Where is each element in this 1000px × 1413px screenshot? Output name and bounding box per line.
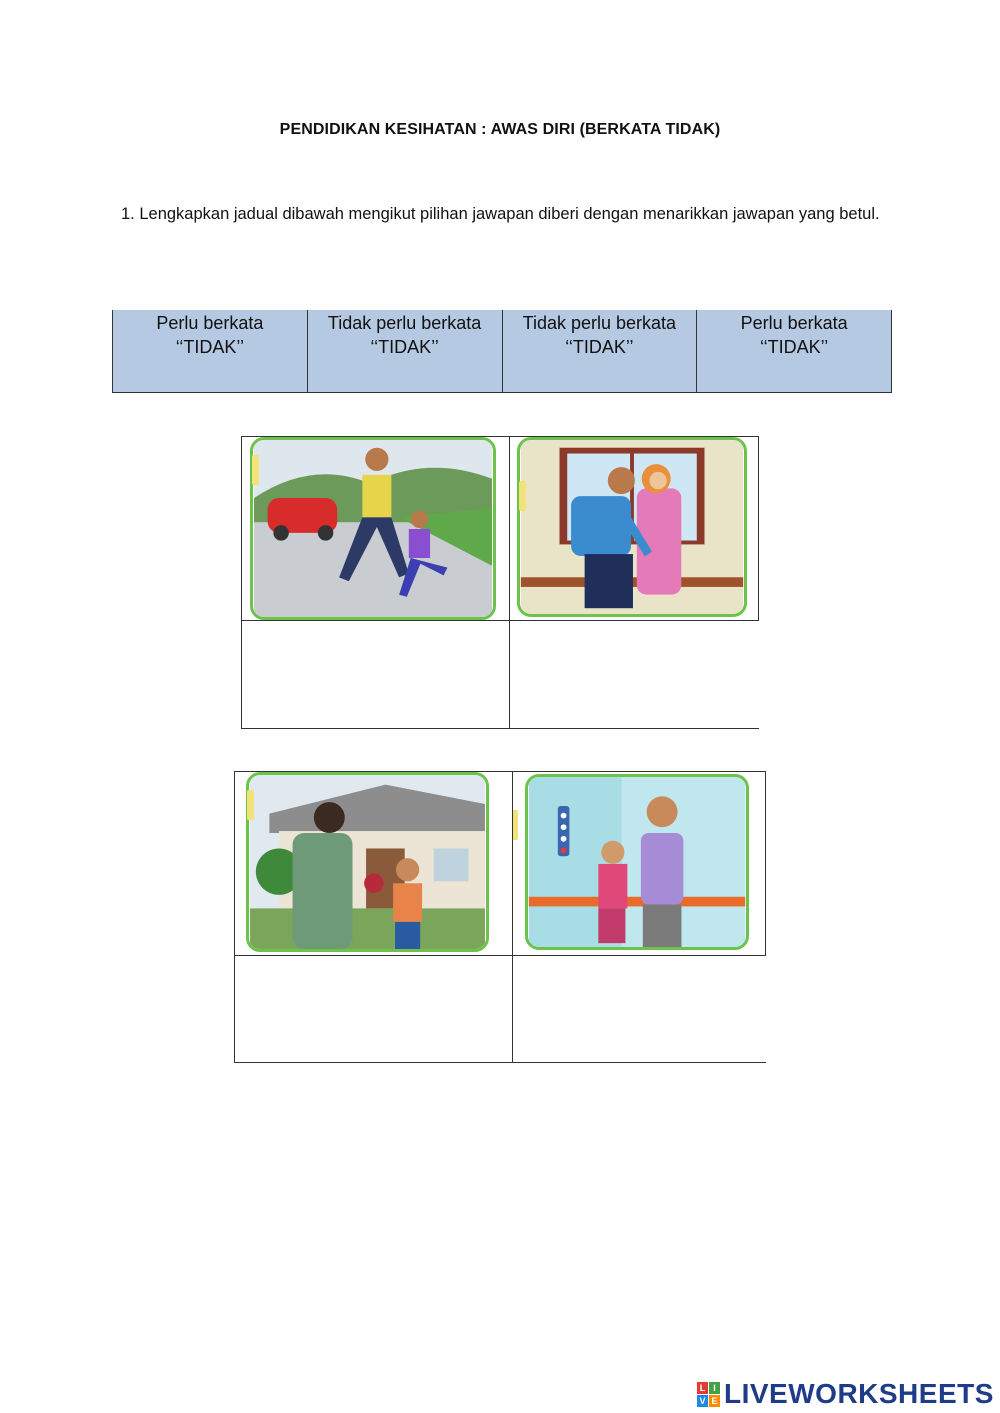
picture-table-2 xyxy=(234,771,766,1063)
drag-tab xyxy=(247,790,254,820)
answer-drop-zone-1[interactable] xyxy=(242,620,510,728)
answer-label: Perlu berkata xyxy=(740,313,848,333)
answer-label: Perlu berkata xyxy=(156,313,264,333)
logo-letter: E xyxy=(709,1395,720,1407)
picture-table-1 xyxy=(241,436,759,729)
liveworksheets-logo xyxy=(697,1378,994,1410)
stranger-pulling-child-illustration xyxy=(250,437,496,620)
answer-option-2[interactable] xyxy=(308,310,503,392)
answer-label-tidak: ‘‘TIDAK’’ xyxy=(565,337,634,357)
answer-label-tidak: ‘‘TIDAK’’ xyxy=(175,337,245,357)
answer-drop-zone-4[interactable] xyxy=(513,955,766,1062)
answer-label: Tidak perlu berkata xyxy=(327,313,482,333)
answer-label-tidak: ‘‘TIDAK’’ xyxy=(759,337,829,357)
logo-letter: V xyxy=(697,1395,708,1407)
answer-label-tidak: ‘‘TIDAK’’ xyxy=(370,337,439,357)
logo-letter: I xyxy=(709,1382,720,1394)
answer-drop-zone-3[interactable] xyxy=(235,955,513,1062)
drag-tab xyxy=(252,455,259,485)
logo-letter: L xyxy=(697,1382,708,1394)
logo-text: LIVEWORKSHEETS xyxy=(724,1378,994,1409)
picture-cell xyxy=(510,437,759,620)
answer-option-3[interactable] xyxy=(503,310,698,392)
answer-label: Tidak perlu berkata xyxy=(522,313,677,333)
man-touching-girl-illustration xyxy=(517,437,747,617)
picture-cell xyxy=(513,772,766,955)
picture-cell xyxy=(235,772,513,955)
logo-badge-icon xyxy=(697,1382,720,1407)
drag-tab xyxy=(519,481,526,511)
drag-tab xyxy=(513,810,518,840)
man-with-girl-in-lift-illustration xyxy=(525,774,749,950)
answer-drop-zone-2[interactable] xyxy=(510,620,759,728)
worksheet-title: PENDIDIKAN KESIHATAN : AWAS DIRI (BERKATA TIDAK) xyxy=(279,121,721,138)
answer-bank xyxy=(112,310,892,393)
instruction-text: 1. Lengkapkan jadual dibawah mengikut pilihan jawapan diberi dengan menarikkan jawapan yang betul. xyxy=(121,205,880,223)
answer-option-1[interactable] xyxy=(113,310,308,392)
answer-option-4[interactable] xyxy=(697,310,892,392)
picture-cell xyxy=(242,437,510,620)
man-giving-flowers-to-boy-illustration xyxy=(246,772,489,952)
